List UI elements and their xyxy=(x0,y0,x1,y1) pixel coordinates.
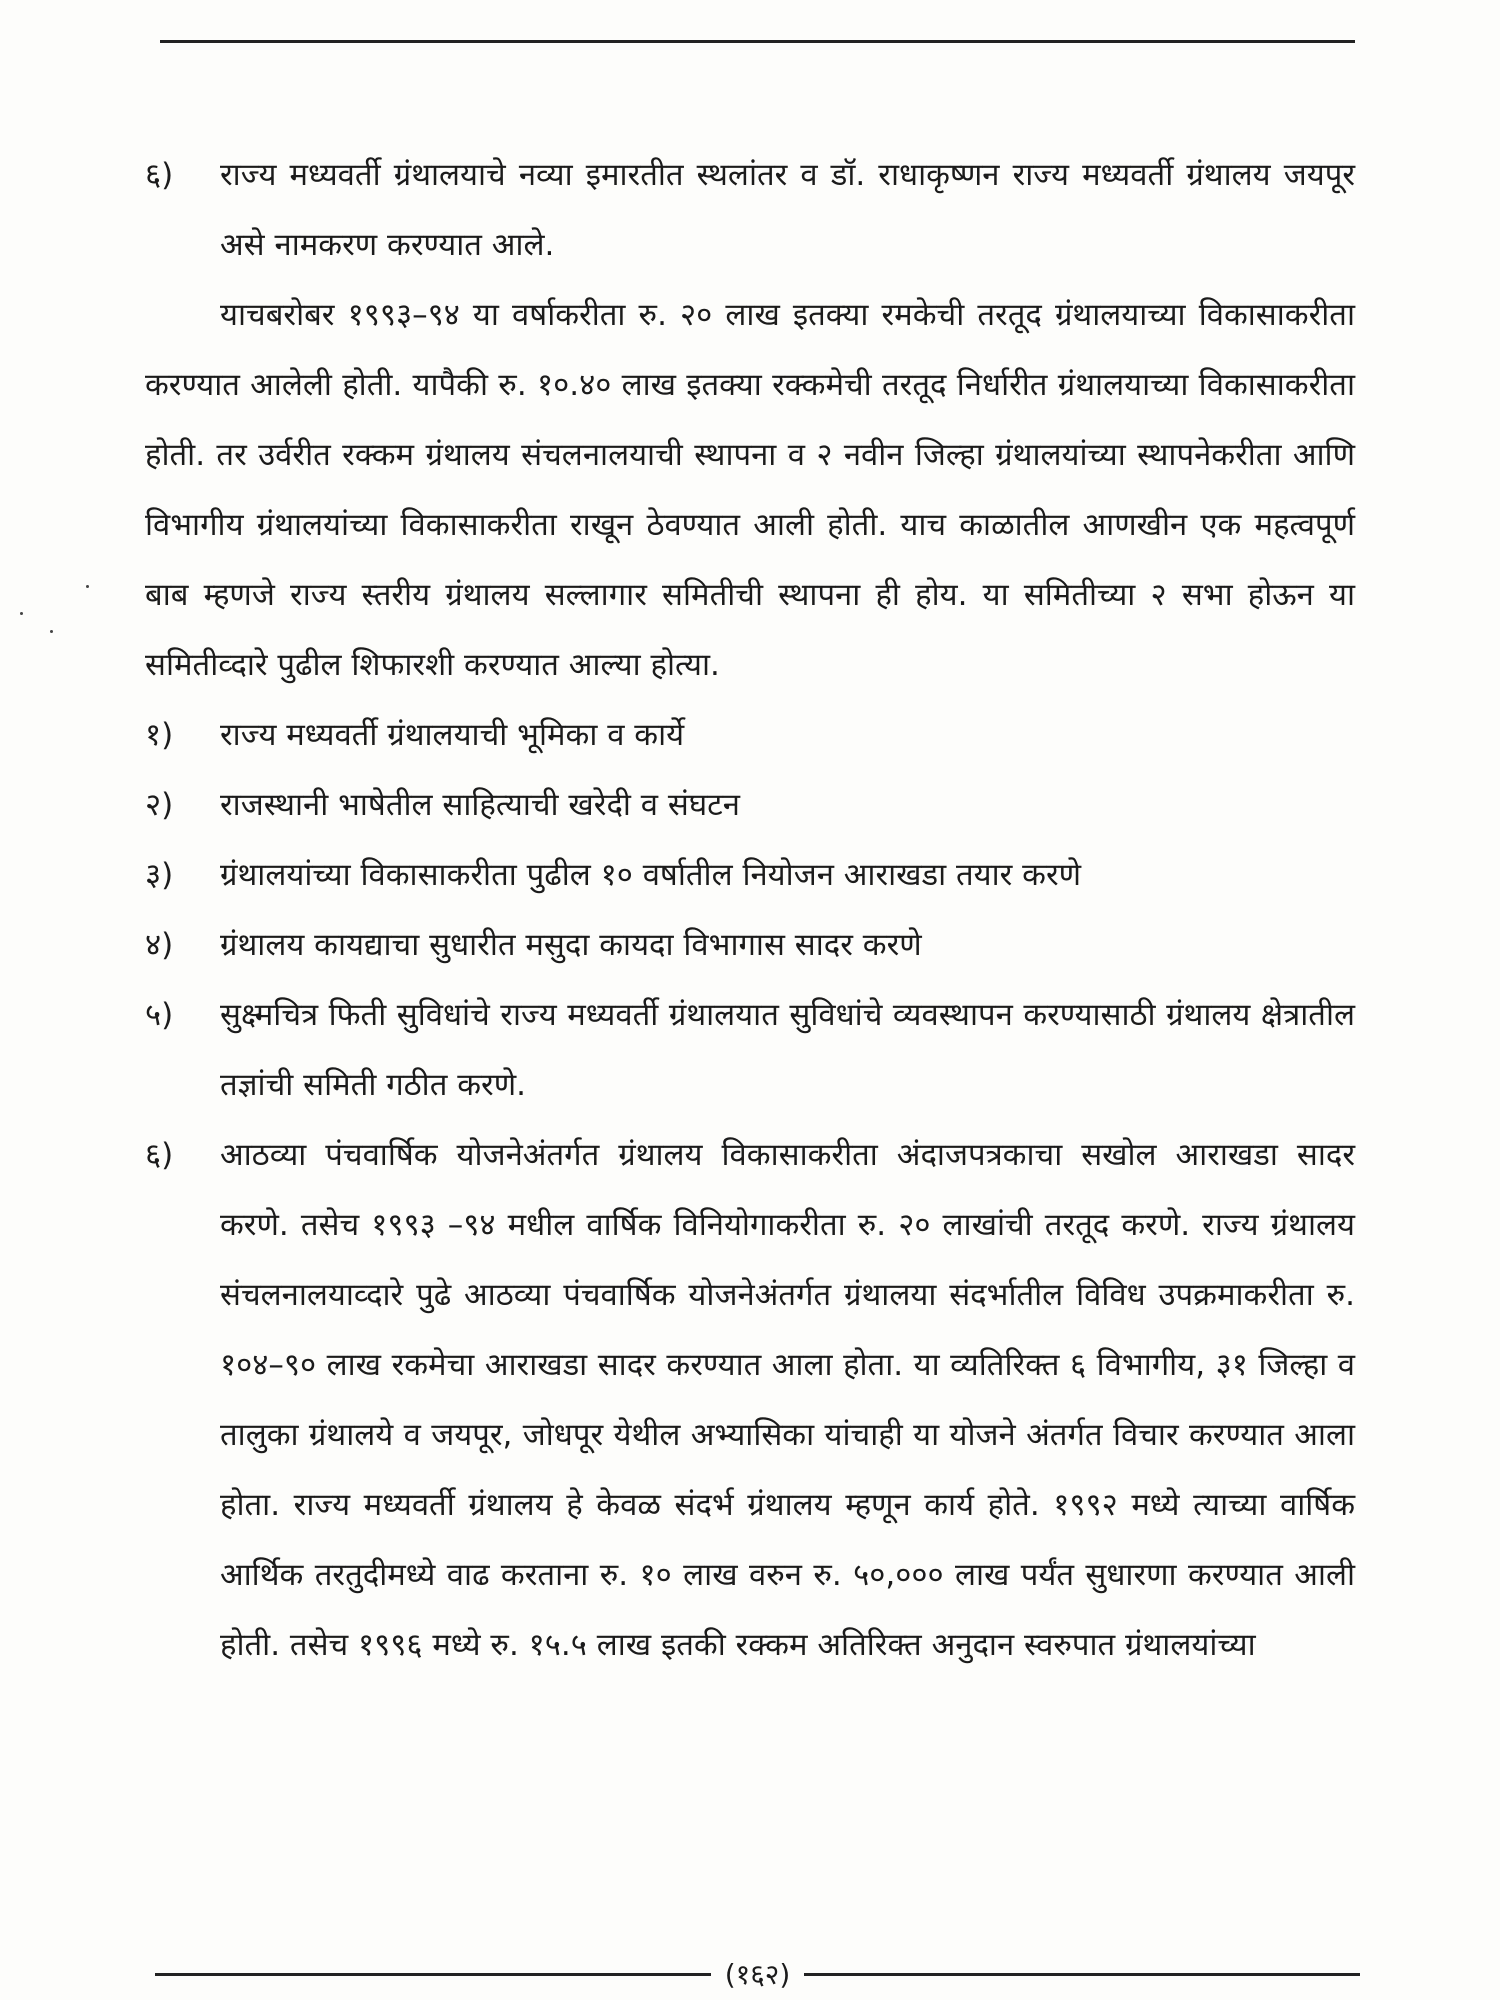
item-number: २) xyxy=(145,787,174,823)
scan-speck xyxy=(50,630,53,633)
item-number: ६) xyxy=(145,1137,174,1173)
item-text: आठव्या पंचवार्षिक योजनेअंतर्गत ग्रंथालय विकासाकरीता अंदाजपत्रकाचा सखोल आराखडा सादर करणे. तसेच १९९३ –९४ मधील वार्षिक विनियोगाकरीता रु. २० लाखांची तरतूद करणे. राज्य ग्रंथालय संचलनालयाव्दारे पुढे आठव्या पंचवार्षिक योजनेअंतर्गत ग्रंथालया संदर्भातील विविध उपक्रमाकरीता रु. १०४–९० लाख रकमेचा आराखडा सादर करण्यात आला होता. या व्यतिरिक्त ६ विभागीय, ३१ जिल्हा व तालुका ग्रंथालये व जयपूर, जोधपूर येथील अभ्यासिका यांचाही या योजने अंतर्गत विचार करण्यात आला होता. राज्य मध्यवर्ती ग्रंथालय हे केवळ संदर्भ ग्रंथालय म्हणून कार्य होते. १९९२ मध्ये त्याच्या वार्षिक आर्थिक तरतुदीमध्ये वाढ करताना रु. १० लाख वरुन रु. ५०,००० लाख पर्यंत सुधारणा करण्यात आली होती. तसेच १९९६ मध्ये रु. १५.५ लाख इतकी रक्कम अतिरिक्त अनुदान स्वरुपात ग्रंथालयांच्या xyxy=(220,1137,1355,1663)
item-number: ५) xyxy=(145,997,174,1033)
page-footer xyxy=(155,1955,1360,1993)
item-number: ४) xyxy=(145,927,174,963)
list-item xyxy=(145,840,1355,910)
item-text: राजस्थानी भाषेतील साहित्याची खरेदी व संघटन xyxy=(220,787,741,823)
scan-speck xyxy=(86,585,89,588)
recommendation-list xyxy=(145,700,1355,1680)
item-text: राज्य मध्यवर्ती ग्रंथालयाचे नव्या इमारतीत स्थलांतर व डॉ. राधाकृष्णन राज्य मध्यवर्ती ग्रंथालय जयपूर असे नामकरण करण्यात आले. xyxy=(220,157,1355,263)
list-item xyxy=(145,140,1355,280)
list-item xyxy=(145,980,1355,1120)
scan-speck xyxy=(20,612,23,615)
body-paragraph: याचबरोबर १९९३–९४ या वर्षाकरीता रु. २० लाख इतक्या रमकेची तरतूद ग्रंथालयाच्या विकासाकरीता करण्यात आलेली होती. यापैकी रु. १०.४० लाख इतक्या रक्कमेची तरतूद निर्धारीत ग्रंथालयाच्या विकासाकरीता होती. तर उर्वरीत रक्कम ग्रंथालय संचलनालयाची स्थापना व २ नवीन जिल्हा ग्रंथालयांच्या स्थापनेकरीता आणि विभागीय ग्रंथालयांच्या विकासाकरीता राखून ठेवण्यात आली होती. याच काळातील आणखीन एक महत्वपूर्ण बाब म्हणजे राज्य स्तरीय ग्रंथालय सल्लागार समितीची स्थापना ही होय. या समितीच्या २ सभा होऊन या समितीव्दारे पुढील शिफारशी करण्यात आल्या होत्या. xyxy=(145,297,1356,683)
footer-rule-left xyxy=(155,1973,711,1976)
item-text: ग्रंथालय कायद्याचा सुधारीत मसुदा कायदा विभागास सादर करणे xyxy=(220,927,922,963)
list-item xyxy=(145,700,1355,770)
list-item xyxy=(145,910,1355,980)
page-content xyxy=(145,140,1355,1680)
item-text: ग्रंथालयांच्या विकासाकरीता पुढील १० वर्षातील नियोजन आराखडा तयार करणे xyxy=(220,857,1082,893)
page-number: (१६२) xyxy=(724,1958,791,1991)
list-item xyxy=(145,1120,1355,1680)
item-number: ३) xyxy=(145,857,174,893)
top-rule xyxy=(160,40,1355,43)
item-text: राज्य मध्यवर्ती ग्रंथालयाची भूमिका व कार्ये xyxy=(220,717,685,753)
footer-rule-right xyxy=(804,1973,1360,1976)
item-text: सुक्ष्मचित्र फिती सुविधांचे राज्य मध्यवर्ती ग्रंथालयात सुविधांचे व्यवस्थापन करण्यासाठी ग्रंथालय क्षेत्रातील तज्ञांची समिती गठीत करणे. xyxy=(220,997,1355,1103)
list-item xyxy=(145,770,1355,840)
item-number: १) xyxy=(145,717,174,753)
item-number: ६) xyxy=(145,157,174,193)
